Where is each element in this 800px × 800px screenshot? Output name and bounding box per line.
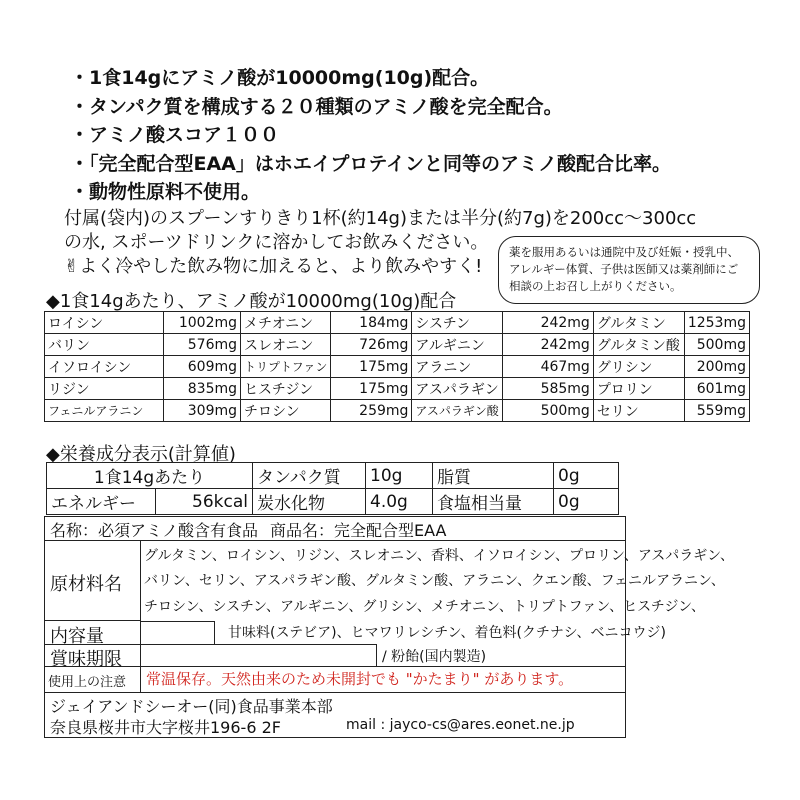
amino-value-cell: 200mg [684,356,749,378]
product-category: 名称：必須アミノ酸含有食品 [50,521,259,540]
bullet-item: ・動物性原料不使用。 [70,181,261,203]
amino-value-cell: 184mg [331,312,412,334]
amino-value-cell: 309mg [164,400,241,422]
amino-value-cell: 1253mg [684,312,749,334]
salt-value: 0g [554,489,619,515]
company-address: 奈良県桜井市大字桜井196-6 2F [50,718,281,737]
amino-value-cell: 585mg [502,378,593,400]
table-row [47,489,619,515]
amino-name-cell: アラニン [412,356,502,378]
amino-name-cell: チロシン [241,400,331,422]
amino-value-cell: 1002mg [164,312,241,334]
amino-value-cell: 175mg [331,378,412,400]
amino-name-cell: メチオニン [241,312,331,334]
amino-name-cell: イソロイシン [45,356,164,378]
fat-label: 脂質 [433,463,554,489]
amino-value-cell: 576mg [164,334,241,356]
feature-bullets [70,64,671,207]
protein-label: タンパク質 [253,463,366,489]
amino-acid-table [44,311,750,422]
amino-value-cell: 559mg [684,400,749,422]
salt-label: 食塩相当量 [433,489,554,515]
amino-name-cell: フェニルアラニン [45,400,164,422]
amino-name-cell: セリン [593,400,684,422]
per-serving-cell: 1食14gあたり [47,463,253,489]
amino-name-cell: バリン [45,334,164,356]
amino-name-cell: トリプトファン [241,356,331,378]
table-row [45,378,750,400]
bullet-item: ・アミノ酸スコア１００ [70,124,280,146]
amino-name-cell: グリシン [593,356,684,378]
amino-name-cell: ヒスチジン [241,378,331,400]
protein-value: 10g [366,463,433,489]
expiry-label: 賞味期限 [50,649,122,670]
instruction-line: 付属(袋内)のスプーンすりきり1杯(約14g)または半分(約7g)を200cc～300cc [64,208,697,229]
instruction-tip: よく冷やした飲み物に加えると、より飲みやすく! [79,256,483,277]
company-name: ジェイアンドシーオー(同)食品事業本部 [50,697,333,716]
amino-value-cell: 601mg [684,378,749,400]
hand-icon: ✌ [64,256,80,277]
nutrition-title: ◆栄養成分表示(計算値) [46,444,236,465]
carb-label: 炭水化物 [253,489,366,515]
amino-value-cell: 500mg [502,400,593,422]
amino-value-cell: 242mg [502,334,593,356]
amino-name-cell: リジン [45,378,164,400]
table-row [45,356,750,378]
content-label: 内容量 [50,626,104,647]
amino-name-cell: アスパラギン酸 [412,400,502,422]
bullet-item: ・「完全配合型EAA」はホエイプロテインと同等のアミノ酸配合比率。 [70,152,671,175]
instruction-line: の水, スポーツドリンクに溶かしてお飲みください。 [64,232,489,253]
ingredients-line: グルタミン、ロイシン、リジン、スレオニン、香料、イソロイシン、プロリン、アスパラギン、 [144,548,735,564]
amino-value-cell: 259mg [331,400,412,422]
ingredients-line: チロシン、シスチン、アルギニン、グリシン、メチオニン、トリプトファン、ヒスチジン、 [144,599,706,615]
amino-name-cell: シスチン [412,312,502,334]
fat-value: 0g [554,463,619,489]
ingredients-line: / 粉飴(国内製造) [382,649,487,665]
table-row [47,463,619,489]
bullet-item: ・タンパク質を構成する２０種類のアミノ酸を完全配合。 [70,95,563,118]
amino-name-cell: グルタミン酸 [593,334,684,356]
ingredients-line: バリン、セリン、アスパラギン酸、グルタミン酸、アラニン、クエン酸、フェニルアラニン、 [144,573,725,589]
energy-label: エネルギー [47,489,156,515]
bullet-item: ・1食14gにアミノ酸が10000mg(10g)配合。 [70,67,490,89]
amino-name-cell: グルタミン [593,312,684,334]
amino-name-cell: プロリン [593,378,684,400]
amino-name-cell: ロイシン [45,312,164,334]
amino-value-cell: 242mg [502,312,593,334]
amino-value-cell: 467mg [502,356,593,378]
amino-value-cell: 835mg [164,378,241,400]
table-row [45,312,750,334]
amino-name-cell: スレオニン [241,334,331,356]
carb-value: 4.0g [366,489,433,515]
usage-label: 使用上の注意 [48,675,127,690]
amino-value-cell: 175mg [331,356,412,378]
ingredients-label: 原材料名 [50,574,122,595]
usage-note: 常温保存。天然由来のため未開封でも "かたまり" があります。 [146,670,574,688]
product-name: 商品名：完全配合型EAA [270,521,447,540]
amino-name-cell: アルギニン [412,334,502,356]
amino-value-cell: 609mg [164,356,241,378]
amino-value-cell: 726mg [331,334,412,356]
energy-value: 56kcal [156,489,253,515]
contact-email: mail : jayco-cs@ares.eonet.ne.jp [346,717,575,733]
ingredients-line: 甘味料(ステビア)、ヒマワリレシチン、着色料(クチナシ、ベニコウジ) [228,625,666,641]
table-row [45,400,750,422]
amino-value-cell: 500mg [684,334,749,356]
amino-name-cell: アスパラギン [412,378,502,400]
caution-note: 薬を服用あるいは通院中及び妊娠・授乳中、アレルギー体質、子供は医師又は薬剤師にご相談の上お召し上がりください。 [498,236,760,304]
nutrition-table [46,462,619,515]
table-row [45,334,750,356]
amino-table-title: ◆1食14gあたり、アミノ酸が10000mg(10g)配合 [46,291,457,312]
